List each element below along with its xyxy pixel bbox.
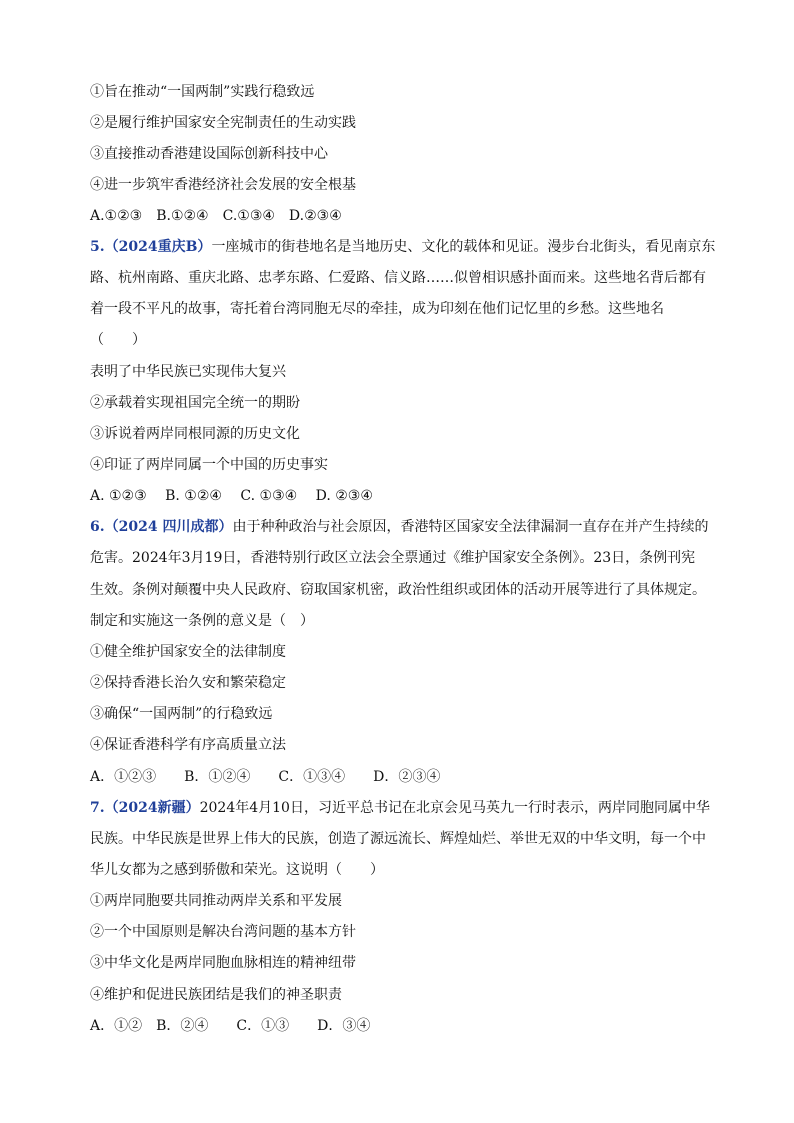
q5-source: （2024重庆B） <box>104 239 212 255</box>
q6-stem-line-2: 危害。2024年3月19日，香港特别行政区立法会全票通过《维护国家安全条例》。23日，条例刊宪 <box>90 550 696 566</box>
q5-stem-line-3: 着一段不平凡的故事，寄托着台湾同胞无尽的牵挂，成为印刻在他们记忆里的乡愁。这些地名 <box>90 301 664 317</box>
q6-option-1: ①健全维护国家安全的法律制度 <box>90 644 286 660</box>
q7-text: 2024年4月10日，习近平总书记在北京会见马英九一行时表示，两岸同胞同属中华 <box>199 800 710 816</box>
q5-number: 5. <box>90 239 105 255</box>
q7-stem-line-1 <box>90 798 710 818</box>
q6-source: （2024 四川成都） <box>104 519 233 535</box>
q5-option-3: ③诉说着两岸同根同源的历史文化 <box>90 426 300 442</box>
q7-number: 7. <box>90 800 105 816</box>
q5-option-1: 表明了中华民族已实现伟大复兴 <box>90 364 286 380</box>
q6-option-4: ④保证香港科学有序高质量立法 <box>90 737 286 753</box>
q4-option-2: ②是履行维护国家安全宪制责任的生动实践 <box>90 115 356 131</box>
q6-option-2: ②保持香港长治久安和繁荣稳定 <box>90 675 286 691</box>
q4-option-4: ④进一步筑牢香港经济社会发展的安全根基 <box>90 177 356 193</box>
q4-answer-choices: A.①②③ B.①②④ C.①③④ D.②③④ <box>90 208 342 224</box>
q7-option-4: ④维护和促进民族团结是我们的神圣职责 <box>90 987 342 1003</box>
q6-answer-choices: A．①②③ B．①②④ C．①③④ D．②③④ <box>90 769 441 785</box>
q6-text: 由于种种政治与社会原因，香港特区国家安全法律漏洞一直存在并产生持续的 <box>232 519 709 535</box>
q7-option-3: ③中华文化是两岸同胞血脉相连的精神纽带 <box>90 955 356 971</box>
q6-stem-line-4: 制定和实施这一条例的意义是（ ） <box>90 613 314 629</box>
q5-text: 一座城市的街巷地名是当地历史、文化的载体和见证。漫步台北街头，看见南京东 <box>211 239 716 255</box>
q7-answer-choices: A．①② B．②④ C．①③ D．③④ <box>90 1018 371 1034</box>
q5-stem-line-2: 路、杭州南路、重庆北路、忠孝东路、仁爱路、信义路……似曾相识感扑面而来。这些地名背后都有 <box>90 270 706 286</box>
q5-option-4: ④印证了两岸同属一个中国的历史事实 <box>90 457 328 473</box>
q5-option-2: ②承载着实现祖国完全统一的期盼 <box>90 395 300 411</box>
q6-stem-line-1 <box>90 517 710 537</box>
q6-stem-line-3: 生效。条例对颠覆中央人民政府、窃取国家机密，政治性组织或团体的活动开展等进行了具体规定。 <box>90 582 706 598</box>
q5-stem-line-1 <box>90 237 716 257</box>
q6-option-3: ③确保“一国两制”的行稳致远 <box>90 706 273 722</box>
q4-option-3: ③直接推动香港建设国际创新科技中心 <box>90 146 328 162</box>
q7-stem-line-3: 华儿女都为之感到骄傲和荣光。这说明（ ） <box>90 862 384 878</box>
q6-number: 6. <box>90 519 105 535</box>
q5-answer-choices: A. ①②③ B. ①②④ C. ①③④ D. ②③④ <box>90 488 373 504</box>
q7-stem-line-2: 民族。中华民族是世界上伟大的民族，创造了源远流长、辉煌灿烂、举世无双的中华文明，每一个中 <box>90 831 706 847</box>
q5-stem-line-4: （ ） <box>90 332 146 348</box>
q7-option-2: ②一个中国原则是解决台湾问题的基本方针 <box>90 924 356 940</box>
q7-source: （2024新疆） <box>104 800 200 816</box>
q4-option-1: ①旨在推动“一国两制”实践行稳致远 <box>90 84 315 100</box>
q7-option-1: ①两岸同胞要共同推动两岸关系和平发展 <box>90 893 342 909</box>
